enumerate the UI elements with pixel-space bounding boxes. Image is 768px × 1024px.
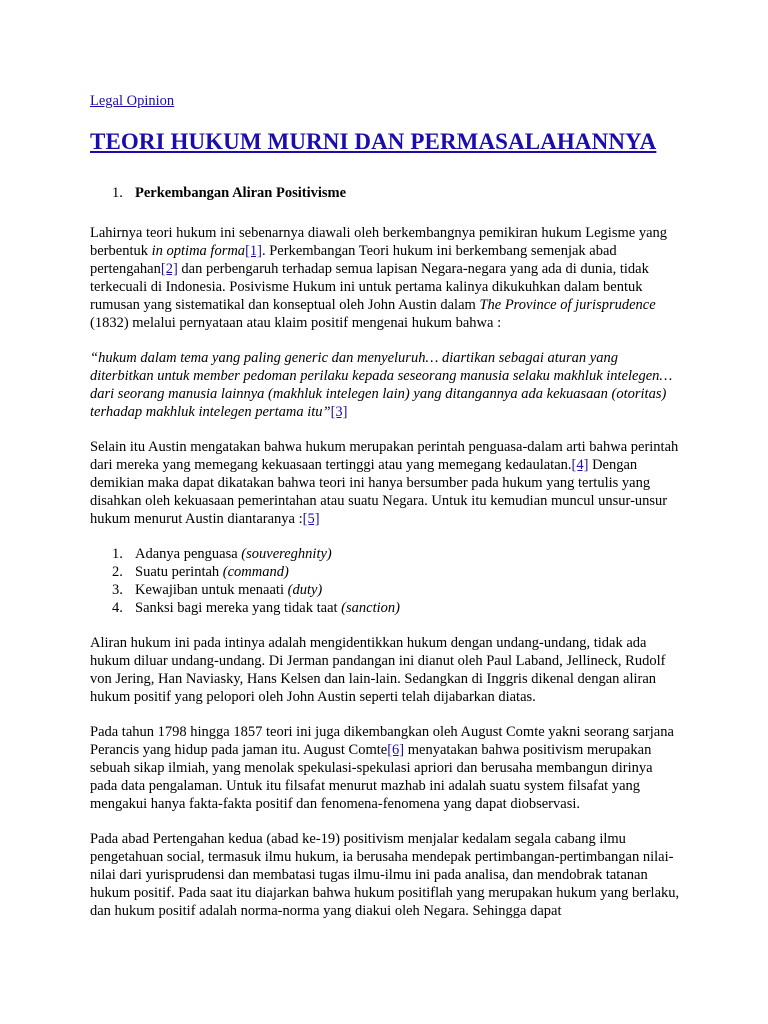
text-run: Selain itu Austin mengatakan bahwa hukum merupakan perintah penguasa-dalam arti bahwa perintah dari mereka yang memegang kekuasaan tertinggi atau yang memegang kedaulatan. [90, 439, 679, 473]
list-item-text [135, 563, 289, 581]
list-item-text [135, 581, 322, 599]
italic-term: (command) [222, 564, 289, 580]
italic-term: (souvereghnity) [241, 546, 332, 562]
text-run: Pada tahun 1798 hingga 1857 teori ini juga dikembangkan oleh August Comte yakni seorang sarjana Perancis yang hidup pada jaman itu. August Comte [90, 724, 674, 758]
paragraph-19th-century: Pada abad Pertengahan kedua (abad ke-19) positivism menjalar kedalam segala cabang ilmu pengetahuan social, termasuk ilmu hukum, ia berusaha mendepak pertimbangan-pertimbangan nilai-nilai dari yurisprudensi dan membatasi tugas ilmu-ilmu ini pada analisa, dan mendobrak tatanan hukum positif. Pada saat itu diajarkan bahwa hukum positiflah yang merupakan hukum yang berlaku, dan hukum positif adalah norma-norma yang diakui oleh Negara. Sehingga dapat [90, 831, 680, 919]
section-heading [90, 184, 680, 202]
section-heading-text: Perkembangan Aliran Positivisme [135, 185, 347, 201]
footnote-link-5[interactable]: [5] [302, 511, 320, 527]
text-run: Suatu perintah [135, 564, 223, 580]
list-item [90, 545, 680, 563]
list-item-text [135, 599, 400, 617]
list-item-number: 4. [112, 600, 123, 616]
text-run: . Perkembangan Teori hukum ini berkembang semenjak abad pertengahan [90, 243, 617, 277]
footnote-link-1[interactable]: [1] [245, 243, 262, 259]
list-item-text [135, 545, 332, 563]
text-run: Adanya penguasa [135, 546, 242, 562]
footnote-link-2[interactable]: [2] [160, 261, 178, 277]
list-item [90, 563, 680, 581]
section-number: 1. [112, 185, 123, 201]
document-page [90, 92, 680, 920]
footnote-link-3[interactable]: [3] [330, 404, 348, 420]
footnote-link-6[interactable]: [6] [387, 742, 405, 758]
list-item [90, 599, 680, 617]
list-item [90, 581, 680, 599]
text-run: Sanksi bagi mereka yang tidak taat [135, 600, 342, 616]
text-run: dan perbengaruh terhadap semua lapisan Negara-negara yang ada di dunia, tidak terkecuali di Indonesia. Posivisme Hukum ini untuk pertama kalinya dikukuhkan dalam bentuk rumusan yang sistematikal dan konseptual oleh John Austin dalam [90, 261, 649, 313]
italic-term: in optima forma [151, 243, 246, 259]
text-run: Lahirnya teori hukum ini sebenarnya diawali oleh berkembangnya pemikiran hukum Legisme yang berbentuk [90, 225, 668, 259]
text-run: menyatakan bahwa positivism merupakan sebuah sikap ilmiah, yang menolak spekulasi-spekulasi apriori dan berusaha membangun dirinya pada data pengalaman. Untuk itu filsafat menurut mazhab ini adalah suatu system filsafat yang mengakui hanya fakta-fakta positif dan fenomena-fenomena yang dapat diobservasi. [90, 742, 653, 812]
list-item-number: 1. [112, 546, 123, 562]
text-run: Kewajiban untuk menaati [135, 582, 288, 598]
paragraph-austin-command [90, 438, 680, 528]
list-item-number: 2. [112, 564, 123, 580]
quote-text: “hukum dalam tema yang paling generic dan menyeluruh… diartikan sebagai aturan yang diterbitkan untuk member pedoman perilaku kepada seseorang manusia selaku makhluk intelegen… dari seorang manusia lainnya (makhluk intelegen lain) yang ditangannya ada kekuasaan (otoritas) terhadap makhluk intelegen pertama itu” [90, 350, 673, 420]
paragraph-legal-positivism: Aliran hukum ini pada intinya adalah mengidentikkan hukum dengan undang-undang, tidak ada hukum diluar undang-undang. Di Jerman pandangan ini dianut oleh Paul Laband, Jellineck, Rudolf von Jering, Han Naviasky, Hans Kelsen dan lain-lain. Sedangkan di Inggris dikenal dengan aliran hukum positif yang pelopori oleh John Austin seperti telah dijabarkan diatas. [90, 635, 666, 705]
austin-quote [90, 349, 680, 421]
italic-term: (duty) [287, 582, 323, 598]
italic-term: (sanction) [341, 600, 400, 616]
category-link[interactable]: Legal Opinion [90, 93, 175, 109]
italic-book-title: The Province of jurisprudence [479, 297, 656, 313]
article-title-link[interactable]: TEORI HUKUM MURNI DAN PERMASALAHANNYA [90, 129, 657, 154]
paragraph-comte [90, 723, 680, 813]
criteria-list [90, 545, 680, 617]
footnote-link-4[interactable]: [4] [571, 457, 589, 473]
text-run: (1832) melalui pernyataan atau klaim positif mengenai hukum bahwa : [90, 315, 502, 331]
list-item-number: 3. [112, 582, 123, 598]
paragraph-intro [90, 224, 680, 332]
text-run: Dengan demikian maka dapat dikatakan bahwa teori ini hanya bersumber pada hukum yang tertulis yang disahkan oleh kekuasaan pemerintahan atau suatu Negara. Untuk itu kemudian muncul unsur-unsur hukum menurut Austin diantaranya : [90, 457, 668, 527]
